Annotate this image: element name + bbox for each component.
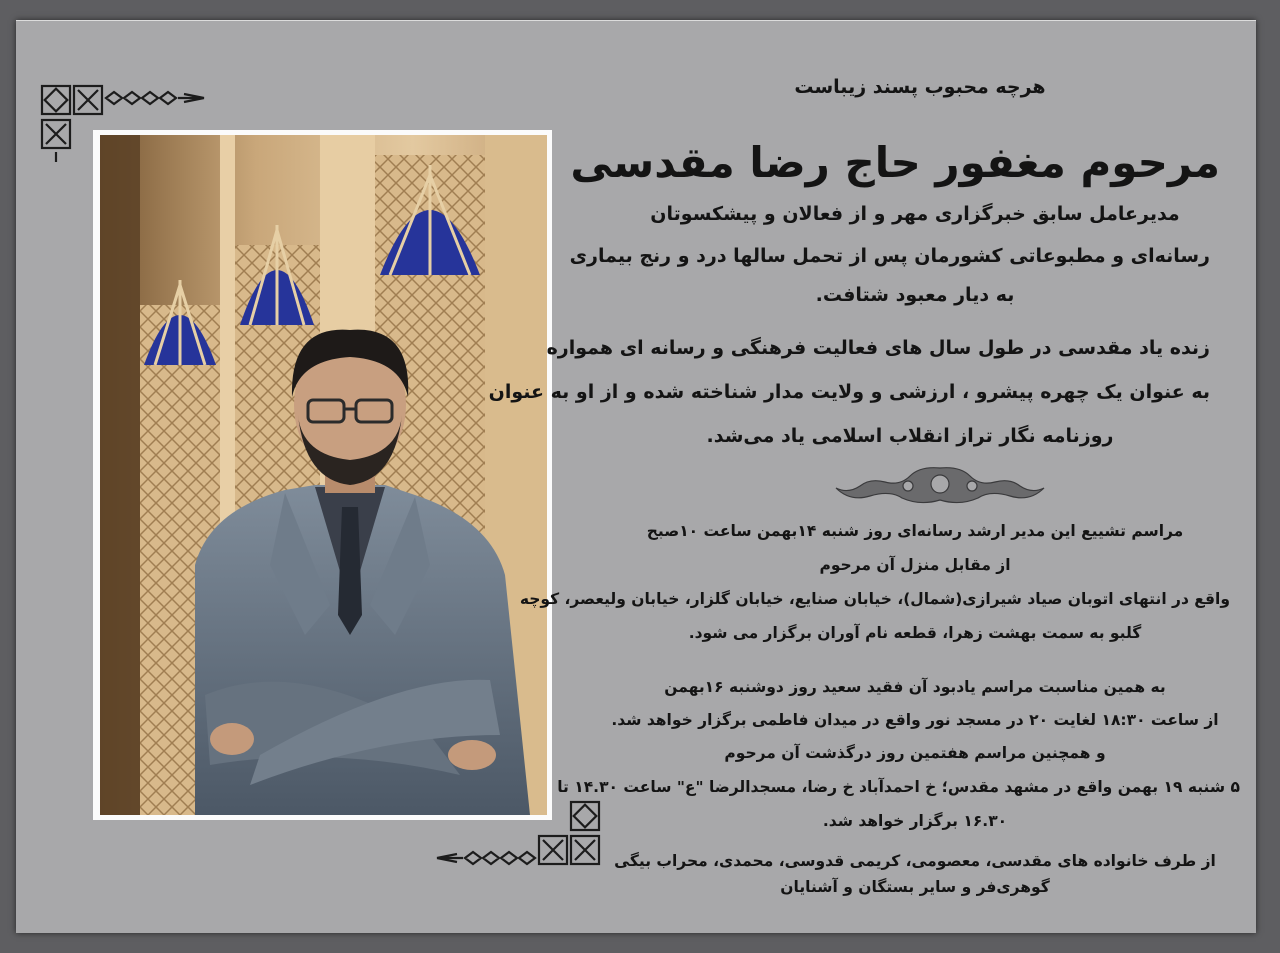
portrait-photo xyxy=(100,135,547,815)
memory-line-2: به عنوان یک چهره پیشرو ، ارزشی و ولایت مدار شناخته شده و از او به عنوان xyxy=(488,381,1210,403)
divider-ornament xyxy=(830,462,1050,506)
family-line-1: از طرف خانواده های مقدسی، معصومی، کریمی قدوسی، محمدی، محراب بیگی xyxy=(614,852,1216,870)
memorial-line-5: ۱۶.۳۰ برگزار خواهد شد. xyxy=(822,812,1008,830)
memorial-line-2: از ساعت ۱۸:۳۰ لغایت ۲۰ در مسجد نور واقع در میدان فاطمی برگزار خواهد شد. xyxy=(611,711,1219,729)
memorial-line-3: و همچنین مراسم هفتمین روز درگذشت آن مرحوم xyxy=(724,744,1106,762)
motto: هرچه محبوب پسند زیباست xyxy=(794,76,1046,98)
family-line-2: گوهری‌فر و سایر بستگان و آشنایان xyxy=(780,878,1050,896)
memorial-line-1: به همین مناسبت مراسم یادبود آن فقید سعید روز دوشنبه ۱۶بهمن xyxy=(664,678,1166,696)
intro-line-1: مدیرعامل سابق خبرگزاری مهر و از فعالان و پیشکسوتان xyxy=(650,203,1180,225)
funeral-line-3: واقع در انتهای اتوبان صیاد شیرازی(شمال)، خیابان صنایع، خیابان گلزار، خیابان ولیعصر، کوچه xyxy=(519,590,1230,608)
memory-line-3: روزنامه نگار تراز انقلاب اسلامی یاد می‌شد. xyxy=(706,425,1114,447)
deceased-name: مرحوم مغفور حاج رضا مقدسی xyxy=(570,138,1220,187)
intro-line-3: به دیار معبود شتافت. xyxy=(815,284,1015,306)
funeral-line-2: از مقابل منزل آن مرحوم xyxy=(819,556,1011,574)
intro-line-2: رسانه‌ای و مطبوعاتی کشورمان پس از تحمل سالها درد و رنج بیماری xyxy=(569,245,1210,267)
funeral-line-1: مراسم تشییع این مدیر ارشد رسانه‌ای روز شنبه ۱۴بهمن ساعت ۱۰صبح xyxy=(646,522,1184,540)
memory-line-1: زنده یاد مقدسی در طول سال های فعالیت فرهنگی و رسانه ای همواره xyxy=(546,337,1210,359)
memorial-line-4: ۵ شنبه ۱۹ بهمن واقع در مشهد مقدس؛ خ احمدآباد خ رضا، مسجدالرضا "ع" ساعت ۱۴.۳۰ تا xyxy=(557,778,1240,796)
funeral-line-4: گلبو به سمت بهشت زهرا، قطعه نام آوران برگزار می شود. xyxy=(688,624,1142,642)
